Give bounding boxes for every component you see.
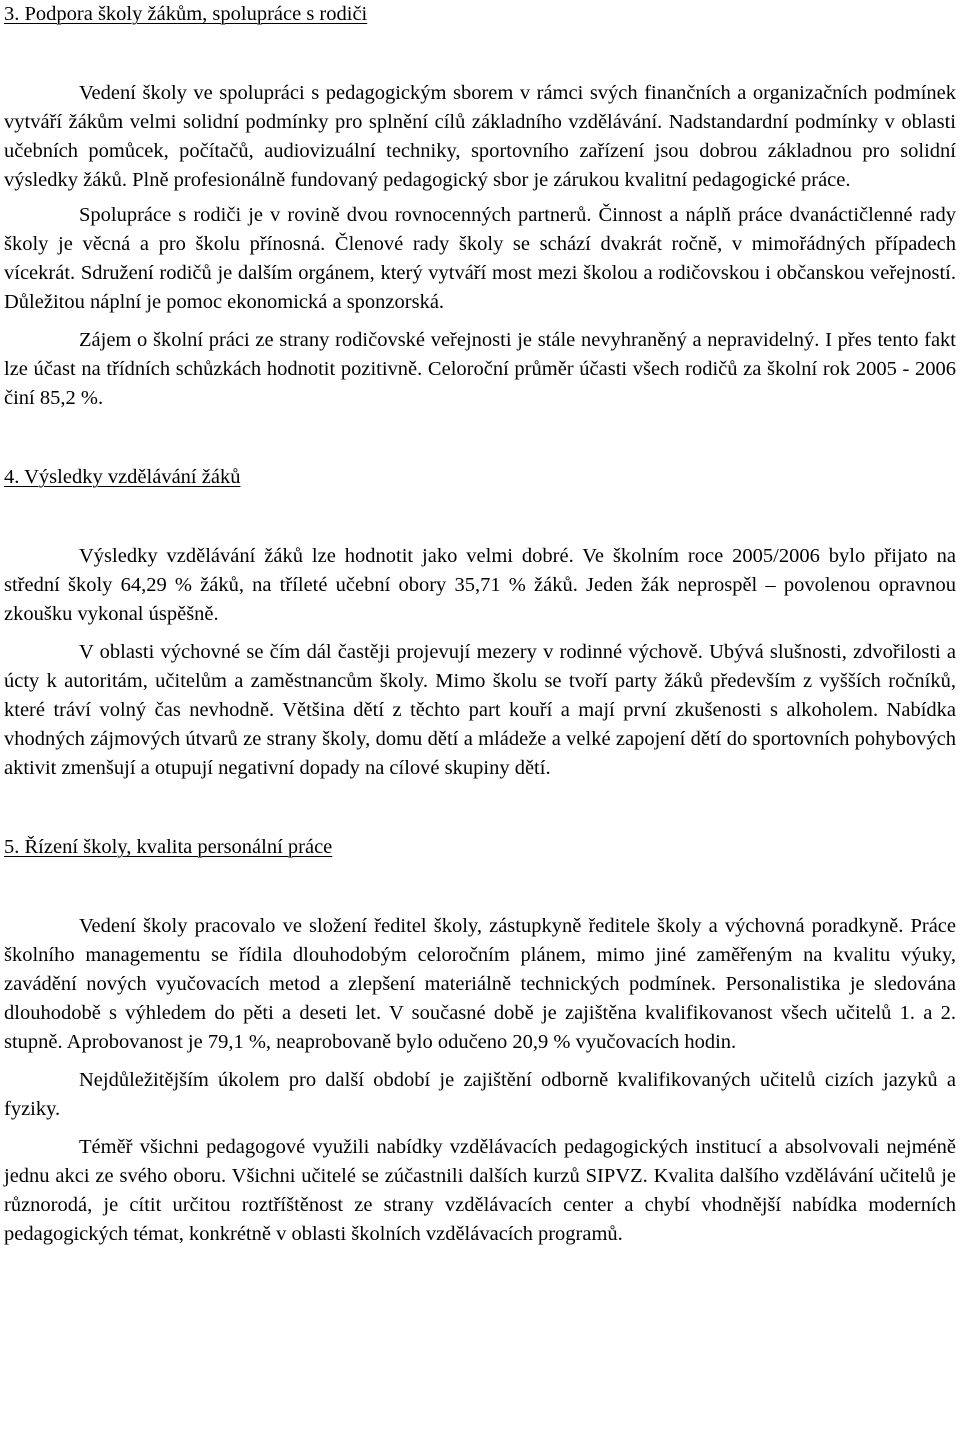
section-3-paragraph-2: Spolupráce s rodiči je v rovině dvou rovnocenných partnerů. Činnost a náplň práce dvanáctičlenné rady školy je věcná a pro školu přínosná. Členové rady školy se schází dvakrát ročně, v mimořádných případech vícekrát. Sdružení rodičů je dalším orgánem, který vytváří most mezi školou a rodičovskou i občanskou veřejností. Důležitou náplní je pomoc ekonomická a sponzorská.	[4, 204, 956, 313]
section-5-paragraph-3: Téměř všichni pedagogové využili nabídky vzdělávacích pedagogických institucí a absolvovali nejméně jednu akci ze svého oboru. Všichni učitelé se zúčastnili dalších kurzů SIPVZ. Kvalita dalšího vzdělávání učitelů je různorodá, je cítit určitou roztříštěnost ze strany vzdělávacích center a chybí vhodnější nabídka moderních pedagogických témat, konkrétně v oblasti školních vzdělávacích programů.	[4, 1136, 956, 1245]
section-3-paragraph-1: Vedení školy ve spolupráci s pedagogickým sborem v rámci svých finančních a organizačních podmínek vytváří žákům velmi solidní podmínky pro splnění cílů základního vzdělávání. Nadstandardní podmínky v oblasti učebních pomůcek, počítačů, audiovizuální techniky, sportovního zařízení jsou dobrou základnou pro solidní výsledky žáků. Plně profesionálně fundovaný pedagogický sbor je zárukou kvalitní pedagogické práce.	[4, 82, 956, 191]
section-3-paragraph-3: Zájem o školní práci ze strany rodičovské veřejnosti je stále nevyhraněný a nepravidelný. I přes tento fakt lze účast na třídních schůzkách hodnotit pozitivně. Celoroční průměr účasti všech rodičů za školní rok 2005 - 2006 činí 85,2 %.	[4, 329, 956, 409]
document-page	[4, 0, 956, 1249]
section-3-heading: 3. Podpora školy žákům, spolupráce s rodiči	[4, 3, 368, 25]
section-5-heading: 5. Řízení školy, kvalita personální práce	[4, 836, 333, 858]
section-4-paragraph-1: Výsledky vzdělávání žáků lze hodnotit jako velmi dobré. Ve školním roce 2005/2006 bylo přijato na střední školy 64,29 % žáků, na tříleté učební obory 35,71 % žáků. Jeden žák neprospěl – povolenou opravnou zkoušku vykonal úspěšně.	[4, 545, 956, 625]
section-5-paragraph-1: Vedení školy pracovalo ve složení ředitel školy, zástupkyně ředitele školy a výchovná poradkyně. Práce školního managementu se řídila dlouhodobým celoročním plánem, mimo jiné zaměřeným na kvalitu výuky, zavádění nových vyučovacích metod a zlepšení materiálně technických podmínek. Personalistika je sledována dlouhodobě s výhledem do pěti a deseti let. V současné době je zajištěna kvalifikovanost všech učitelů 1. a 2. stupně. Aprobovanost je 79,1 %, neaprobovaně bylo odučeno 20,9 % vyučovacích hodin.	[4, 915, 956, 1053]
section-5-paragraph-2: Nejdůležitějším úkolem pro další období je zajištění odborně kvalifikovaných učitelů cizích jazyků a fyziky.	[4, 1069, 956, 1120]
section-4-heading: 4. Výsledky vzdělávání žáků	[4, 466, 241, 488]
section-4-paragraph-2: V oblasti výchovné se čím dál častěji projevují mezery v rodinné výchově. Ubývá slušnosti, zdvořilosti a úcty k autoritám, učitelům a zaměstnancům školy. Mimo školu se tvoří party žáků především z vyšších ročníků, které tráví volný čas nevhodně. Většina dětí z těchto part kouří a mají první zkušenosti s alkoholem. Nabídka vhodných zájmových útvarů ze strany školy, domu dětí a mládeže a velké zapojení dětí do sportovních pohybových aktivit zmenšují a otupují negativní dopady na cílové skupiny dětí.	[4, 641, 956, 779]
